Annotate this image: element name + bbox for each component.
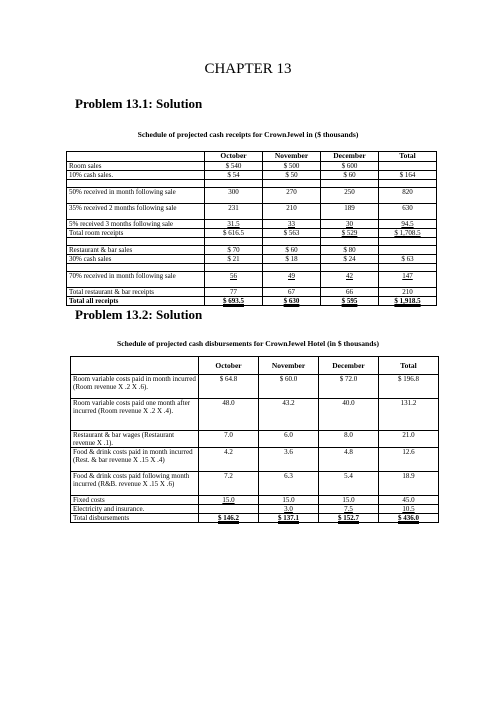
cell-october: $ 540	[205, 162, 263, 171]
cell-december: 250	[321, 188, 379, 204]
cell-total: 18.9	[379, 472, 439, 496]
cell-october: $ 146.2	[199, 514, 259, 523]
cell-total: $ 436.0	[379, 514, 439, 523]
cell-november	[263, 264, 321, 272]
row-label: Room variable costs paid in month incurred (Room revenue X .2 X .6).	[71, 375, 199, 399]
row-label: 5% received 3 months following sale	[67, 220, 205, 229]
cell-total: $ 1,708.5	[379, 229, 437, 238]
row-label: Fixed costs	[71, 496, 199, 505]
cell-december: 40.0	[319, 399, 379, 431]
row-label: Restaurant & bar sales	[67, 246, 205, 255]
cell-november: 270	[263, 188, 321, 204]
table-row	[67, 171, 437, 180]
cash-disbursements-table	[70, 356, 439, 523]
table-header-row	[67, 152, 437, 162]
row-label: 30% cash sales	[67, 255, 205, 264]
cell-november: 67	[263, 288, 321, 297]
cell-november: 33	[263, 220, 321, 229]
row-label: Total disbursements	[71, 514, 199, 523]
cell-total: 630	[379, 204, 437, 220]
header-december: December	[319, 357, 379, 375]
table-row-spacer	[67, 264, 437, 272]
table-row-total	[67, 297, 437, 306]
cell-october: $ 54	[205, 171, 263, 180]
cell-december: $ 600	[321, 162, 379, 171]
cell-october: 4.2	[199, 448, 259, 472]
cell-total: 10.5	[379, 505, 439, 514]
cell-october: 77	[205, 288, 263, 297]
cell-december: 30	[321, 220, 379, 229]
cell-november: 49	[263, 272, 321, 288]
cell-november: $ 18	[263, 255, 321, 264]
table-row	[71, 472, 439, 496]
table-row-total	[71, 514, 439, 523]
row-label: Electricity and insurance.	[71, 505, 199, 514]
cell-december: 8.0	[319, 431, 379, 448]
row-label: 35% received 2 months following sale	[67, 204, 205, 220]
cell-december: 4.8	[319, 448, 379, 472]
cell-october: 231	[205, 204, 263, 220]
cell-november: 43.2	[259, 399, 319, 431]
chapter-heading: CHAPTER 13	[204, 61, 292, 77]
header-october: October	[199, 357, 259, 375]
cash-disbursements-table-title: Schedule of projected cash disbursements for CrownJewel Hotel (in $ thousands)	[117, 339, 379, 348]
problem-13-2-title: Problem 13.2: Solution	[75, 307, 203, 322]
header-december: December	[321, 152, 379, 162]
cell-november: $ 500	[263, 162, 321, 171]
header-november: November	[263, 152, 321, 162]
header-total: Total	[379, 357, 439, 375]
table-row-spacer	[67, 180, 437, 188]
table-row	[67, 204, 437, 220]
cell-november: 15.0	[259, 496, 319, 505]
cell-december	[321, 264, 379, 272]
cell-november: 6.3	[259, 472, 319, 496]
cell-november: $ 630	[263, 297, 321, 306]
cell-october: $ 693.5	[205, 297, 263, 306]
table-row	[67, 272, 437, 288]
row-label: Food & drink costs paid following month incurred (R&B. revenue X .15 X .6)	[71, 472, 199, 496]
cell-total	[379, 264, 437, 272]
cell-december: 15.0	[319, 496, 379, 505]
cell-october: 56	[205, 272, 263, 288]
cell-december: 7.5	[319, 505, 379, 514]
cell-total: $ 164	[379, 171, 437, 180]
cell-total	[379, 180, 437, 188]
row-label: 10% cash sales.	[67, 171, 205, 180]
cell-total: 21.0	[379, 431, 439, 448]
cell-october	[205, 180, 263, 188]
cell-october: 31.5	[205, 220, 263, 229]
table-row	[71, 375, 439, 399]
row-label: Total all receipts	[67, 297, 205, 306]
cell-november	[263, 238, 321, 246]
cell-november: $ 60.0	[259, 375, 319, 399]
row-label: 50% received in month following sale	[67, 188, 205, 204]
cell-november: $ 50	[263, 171, 321, 180]
cell-november: $ 60	[263, 246, 321, 255]
header-total: Total	[379, 152, 437, 162]
cell-december: $ 529	[321, 229, 379, 238]
row-label: Room variable costs paid one month after incurred (Room revenue X .2 X .4).	[71, 399, 199, 431]
cell-october	[205, 264, 263, 272]
cell-total: 131.2	[379, 399, 439, 431]
table-row	[67, 220, 437, 229]
table-row	[67, 188, 437, 204]
cell-october	[199, 505, 259, 514]
cell-november: 3.6	[259, 448, 319, 472]
cell-november	[263, 180, 321, 188]
cell-december: 5.4	[319, 472, 379, 496]
cell-november: 6.0	[259, 431, 319, 448]
cell-december: $ 60	[321, 171, 379, 180]
table-row	[71, 448, 439, 472]
cell-december	[321, 180, 379, 188]
row-label: 70% received in month following sale	[67, 272, 205, 288]
cash-receipts-table	[66, 151, 437, 306]
cell-october	[205, 238, 263, 246]
cell-october: 7.0	[199, 431, 259, 448]
cell-total: 45.0	[379, 496, 439, 505]
cell-october: 48.0	[199, 399, 259, 431]
cell-november: $ 137.1	[259, 514, 319, 523]
row-label: Room sales	[67, 162, 205, 171]
cell-december: $ 72.0	[319, 375, 379, 399]
cell-december: 42	[321, 272, 379, 288]
cell-december	[321, 238, 379, 246]
cell-total: 210	[379, 288, 437, 297]
cell-december: $ 595	[321, 297, 379, 306]
row-label	[67, 180, 205, 188]
table-header-row	[71, 357, 439, 375]
table-row	[71, 505, 439, 514]
cell-total	[379, 162, 437, 171]
cell-october: 300	[205, 188, 263, 204]
row-label: Total restaurant & bar receipts	[67, 288, 205, 297]
cell-november: $ 563	[263, 229, 321, 238]
cell-november: 3.0	[259, 505, 319, 514]
cell-december: $ 24	[321, 255, 379, 264]
problem-13-1-title: Problem 13.1: Solution	[75, 96, 203, 111]
header-blank	[71, 357, 199, 375]
row-label: Food & drink costs paid in month incurred (Rest. & bar revenue X .15 X .4)	[71, 448, 199, 472]
table-row-subtotal	[67, 229, 437, 238]
row-label	[67, 238, 205, 246]
cell-december: $ 80	[321, 246, 379, 255]
cell-total	[379, 246, 437, 255]
cell-october: $ 616.5	[205, 229, 263, 238]
cell-november: 210	[263, 204, 321, 220]
cell-total: $ 63	[379, 255, 437, 264]
cell-december: 66	[321, 288, 379, 297]
cell-total: 820	[379, 188, 437, 204]
header-blank	[67, 152, 205, 162]
table-row-spacer	[67, 238, 437, 246]
cell-total: 12.6	[379, 448, 439, 472]
cell-october: 7.2	[199, 472, 259, 496]
row-label	[67, 264, 205, 272]
cell-october: 15.0	[199, 496, 259, 505]
cell-total: $ 196.8	[379, 375, 439, 399]
header-october: October	[205, 152, 263, 162]
cell-october: $ 70	[205, 246, 263, 255]
table-row	[71, 399, 439, 431]
cash-receipts-table-title: Schedule of projected cash receipts for CrownJewel in ($ thousands)	[137, 130, 359, 139]
table-row	[67, 162, 437, 171]
cell-december: 189	[321, 204, 379, 220]
cell-total: 147	[379, 272, 437, 288]
header-november: November	[259, 357, 319, 375]
cell-total: $ 1,918.5	[379, 297, 437, 306]
cell-october: $ 64.8	[199, 375, 259, 399]
table-row-subtotal	[67, 288, 437, 297]
table-row	[71, 496, 439, 505]
cell-december: $ 152.7	[319, 514, 379, 523]
cell-total	[379, 238, 437, 246]
table-row	[67, 246, 437, 255]
cell-october: $ 21	[205, 255, 263, 264]
table-row	[71, 431, 439, 448]
cell-total: 94.5	[379, 220, 437, 229]
row-label: Total room receipts	[67, 229, 205, 238]
table-row	[67, 255, 437, 264]
row-label: Restaurant & bar wages (Restaurant revenue X .1).	[71, 431, 199, 448]
